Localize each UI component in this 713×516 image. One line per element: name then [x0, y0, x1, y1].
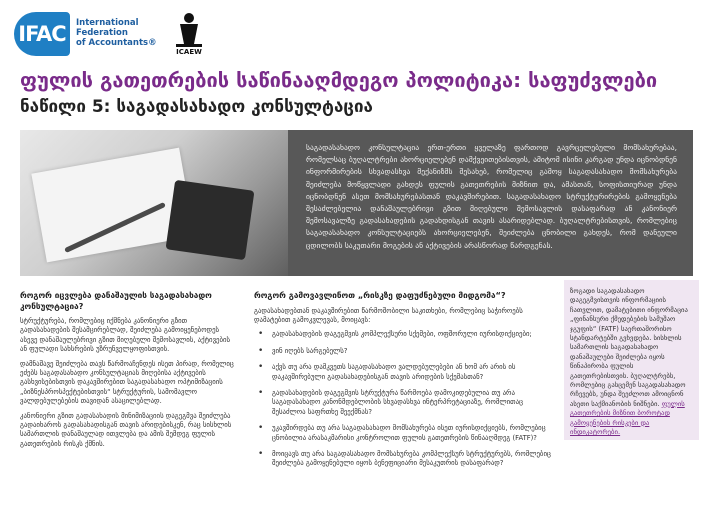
ifac-logo[interactable] [14, 12, 164, 56]
left-column [20, 290, 238, 510]
ifac-name-line: International [76, 18, 139, 28]
icaew-logo[interactable] [172, 10, 204, 58]
left-paragraph: კანონიერი გზით გადასახადის მინიმიზაციის დაგეგმვა შეიძლება გადაიხაროს გადასახადისგან თავის არიდებისკენ, რაც სისხლის სამართლის დანაშაულად ითვლება და ამის შემდეგ ფულის გათეთრების რისკს ქმნის. [20, 411, 232, 448]
sidebar-box [564, 280, 699, 440]
left-paragraph: დამნაშავე შეიძლება თავს წარმოაჩენდეს ისეთ პირად, რომელიც ეძებს საგადასახადო კონსულტაციას მიღებისა აქტივების გასხვისებისთვის დაკავშირებით საგადასახადო ოპტიმიზაციის „ბიზნესპროსპექტებისთვის“ სტრუქტურის, სამომავლო ვალდებულებების თავიდან ასაცილებლად. [20, 359, 234, 406]
list-item: • უკავშირდება თუ არა საგადასახადო მომსახურება ისეთ იურისდიქციებს, რომლებიც ცნობილია არასაკმარისი კონტროლით ფულის გათეთრების წინააღმდეგ (FATF)? [254, 424, 554, 443]
list-item: • ვინ იღებს სარგებელს? [254, 347, 554, 356]
list-item: • აქვს თუ არა დამკვეთს საგადასახადო ვალდებულებები ან ხომ არ არის ის დაკავშირებული გადასახადებისგან თავის არიდების სქემასთან? [254, 363, 554, 382]
list-item: • მოიცავს თუ არა საგადასახადო მომსახურება კომპლექსურ სტრუქტურებს, რომლებიც შეიძლება გამოყენებული იყოს ბენეფიციარი მესაკუთრის დასაფარად? [254, 450, 554, 469]
ifac-name-line: Federation [76, 28, 128, 38]
list-item: • გადასახადების დაგეგმვის კომპლექსური სქემები, ოფშორული იურისდიქციები; [254, 330, 554, 339]
left-column-heading: როგორ იცვლება დანაშაულის საგადასახადო კონსულტაცია? [20, 290, 212, 311]
page-subtitle: ნაწილი 5: საგადასახადო კონსულტაცია [20, 97, 373, 117]
left-paragraph: სტრუქტურება, რომლებიც იქმნება კანონიერი გზით გადასახადების შესამცირებლად, შეიძლება გამოიყენებოდეს ასევე დანაშაულებრივი გზით მიღებული შემოსავლის, აქტივების ან ფულადი სახსრების უზრუნველყოფისთვის. [20, 317, 231, 354]
icaew-label: ICAEW [176, 48, 202, 56]
sidebar-body: ზოგადი საგადასახადო დაგეგმვისთვის ინფორმაციის ჩათვლით, დამატებითი ინფორმაცია „ფინანსური ქმედებების სამუშაო ჯგუფის“ (FATF) საერთაშორისო სტანდარტებში გვხვდება. სისხლის სამართლის საგადასახადო დანაშაულები შეიძლება იყოს წინაპირობა ფულის გათეთრებისთვის. ბუღალტრებს, რომლებიც გასცემენ საგადასახადო რჩევებს, უნდა შეეძლოთ ამოიცნონ ასეთი საქმიანობის ნიშნები. [570, 287, 688, 408]
middle-column-heading: როგორ გამოვავლინოთ „რისკზე დაფუძნებული მიდგომა“? [254, 290, 506, 300]
risk-list [254, 330, 554, 468]
ifac-name-line: of Accountants® [76, 38, 157, 48]
intro-box [288, 130, 693, 276]
hero-photo [20, 130, 288, 276]
icaew-crest-icon [172, 10, 206, 48]
header [0, 0, 713, 64]
page-title: ფულის გათეთრების საწინააღმდეგო პოლიტიკა: საფუძვლები [20, 68, 658, 92]
list-item: • გადასახადების დაგეგმვის სტრუქტურა წარმოება დამოკიდებულია თუ არა საგადასახადო კანონმდებლობის სხვადასხვა ინტერპრეტაციაზე, რომლითაც შესაძლოა საფრთხე შეექმნას? [254, 389, 554, 417]
sidebar-text [570, 287, 693, 438]
middle-intro: გადასახადებთან დაკავშირებით წარმოშობილი საკითხები, რომლებიც საჭიროებს დამატებით გამოკვლევას, მოიცავს: [254, 306, 523, 324]
middle-column [254, 290, 554, 510]
ifac-logo-text [76, 18, 166, 48]
sidebar-link[interactable]: ფულის გათეთრების მიზნით ბოროტად გამოყენების რისკები და ინდიკატორები. [570, 399, 685, 437]
intro-text: საგადასახადო კონსულტაცია ერთ-ერთი ყველაზე ფართოდ გავრცელებული მომსახურებაა, რომელსაც ბუღალტრები ახორციელებენ დამქვეითებისთვის, ამიტომ ისინი კარგად უნდა იცნობდნენ ინფორმირების სხვადასხვა მექანიზმს შესახებ, რომელიც გამოყ საგადასახადო მომსახურება შეიძლება მოწყვლადი გახდეს ფულის გათეთრების მიზნით და, ამასთან, სოფისთიურად უნდა იცნობდნენ ასეთ მომსახურებასთან დაკავშირებით. საგადასახადო სტრუქტურირების გამოყენება შესაძლებელია დანაშაულებრივი გზით მიღებული შემოსავლის დასაფარად ან კანონიერ შემოსავალზე გადასახადების გადახდისგან თავის ასარიდებლად. ბუღალტრებისთვის, რომლებიც საგადასახადო კონსულტაციებს ახორციელებენ, შეიძლება ცნობილი გახდეს, რომ დანეული ცდილობს საკუთარი მოგების ან აქტივების არასწორად წარდგენას. [306, 143, 677, 250]
calculator-icon [166, 180, 255, 260]
ifac-logo-mark: IFAC [14, 12, 70, 56]
